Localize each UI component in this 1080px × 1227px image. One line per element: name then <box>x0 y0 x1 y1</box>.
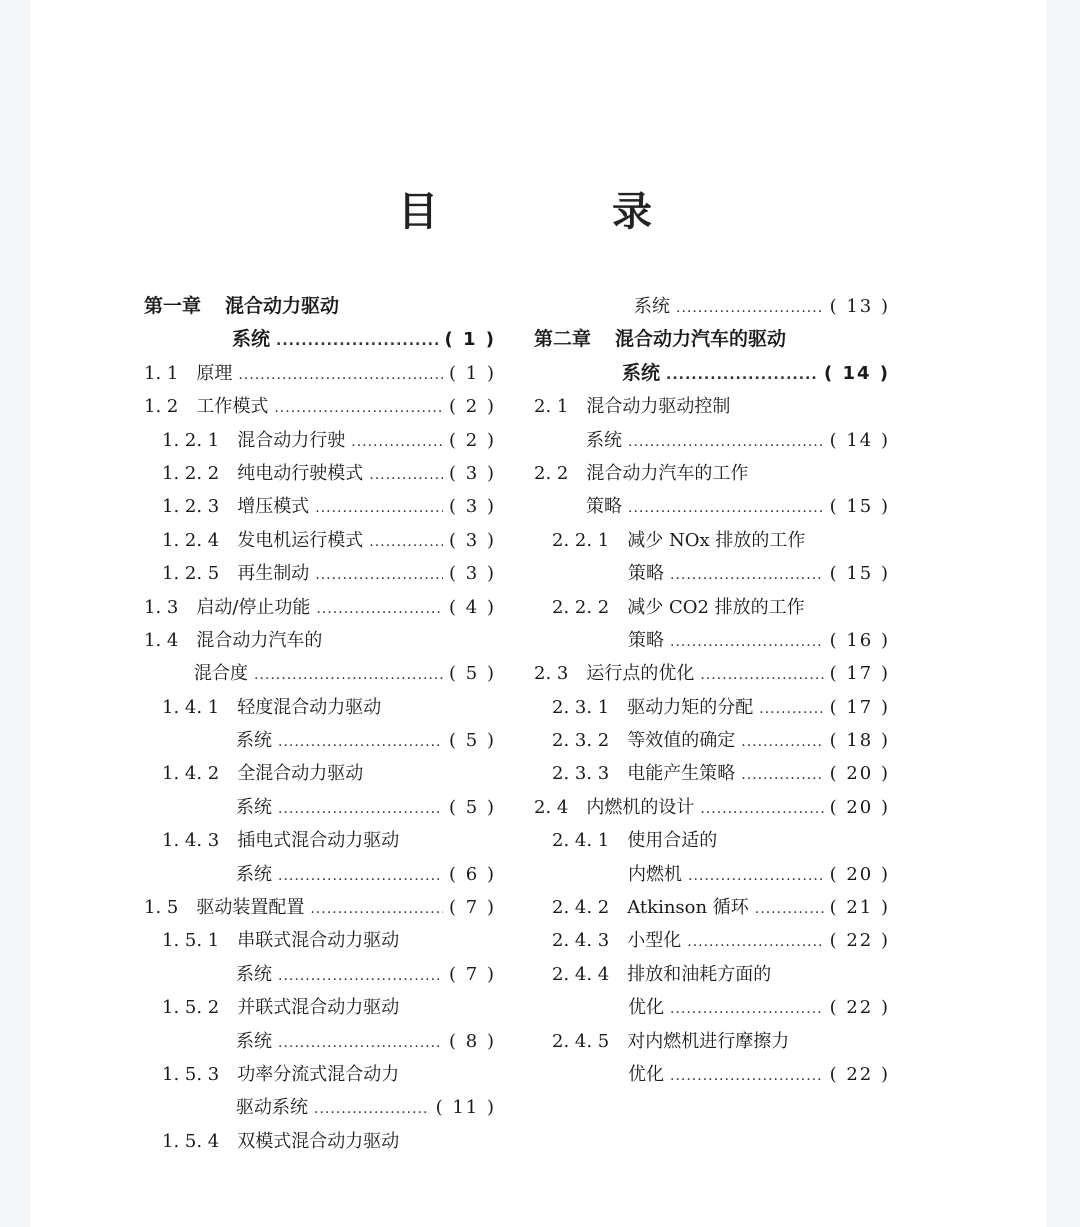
toc-leader-dots <box>670 559 824 592</box>
toc-entry-label: 混合动力汽车的驱动 <box>615 328 787 351</box>
toc-entry <box>534 290 890 323</box>
toc-entry-number: 2. 1 <box>534 396 569 418</box>
toc-entry-number: 2. 4. 5 <box>552 1030 610 1052</box>
toc-entry <box>534 757 890 790</box>
toc-entry-label: 系统 <box>236 730 272 752</box>
toc-leader-dots <box>676 292 824 325</box>
left-margin <box>0 0 30 1227</box>
toc-entry-number: 1. 2 <box>144 396 179 418</box>
page-title: 目 录 <box>398 189 732 235</box>
toc-entry-label: 串联式混合动力驱动 <box>237 930 400 952</box>
toc-page-number: ( 1 ) <box>449 362 496 384</box>
toc-entry-label: 混合度 <box>194 663 248 685</box>
toc-page-number: ( 20 ) <box>829 863 890 885</box>
toc-entry-label: 减少 CO2 排放的工作 <box>627 596 805 618</box>
toc-entry-label: 再生制动 <box>237 563 310 585</box>
toc-entry-label: 发电机运行模式 <box>237 529 364 551</box>
toc-entry-number: 1. 2. 3 <box>162 496 220 518</box>
toc-page-number: ( 21 ) <box>829 897 890 919</box>
toc-page-number: ( 16 ) <box>829 629 890 651</box>
toc-leader-dots <box>316 593 443 626</box>
toc-entry <box>534 891 890 924</box>
toc-page-number: ( 5 ) <box>449 730 496 752</box>
toc-entry-number: 第二章 <box>534 328 592 351</box>
toc-leader-dots <box>741 759 823 792</box>
toc-entry-number: 1. 5. 3 <box>162 1063 220 1085</box>
toc-leader-dots <box>276 325 438 358</box>
toc-entry <box>144 357 496 390</box>
toc-entry-label: 混合动力行驶 <box>237 429 346 451</box>
toc-entry <box>534 524 890 557</box>
toc-page-number: ( 3 ) <box>449 563 496 585</box>
toc-leader-dots <box>351 426 443 459</box>
toc-entry <box>144 524 496 557</box>
toc-entry <box>534 557 890 590</box>
toc-page-number: ( 7 ) <box>449 897 496 919</box>
toc-entry <box>534 1058 890 1091</box>
toc-entry <box>534 724 890 757</box>
toc-entry <box>534 691 890 724</box>
toc-entry <box>144 1125 496 1158</box>
toc-entry-number: 1. 5. 4 <box>162 1130 220 1152</box>
toc-entry-label: 系统 <box>634 296 670 317</box>
toc-page-number: ( 13 ) <box>829 296 890 317</box>
toc-entry <box>144 924 496 957</box>
toc-entry-label: 排放和油耗方面的 <box>627 963 772 985</box>
toc-entry-number: 2. 3. 3 <box>552 763 610 785</box>
toc-entry <box>144 824 496 857</box>
toc-page-number: ( 6 ) <box>449 863 496 885</box>
toc-entry <box>144 390 496 423</box>
toc-entry <box>144 958 496 991</box>
toc-entry-label: 运行点的优化 <box>586 663 695 685</box>
toc-entry-number: 2. 3. 2 <box>552 730 610 752</box>
toc-leader-dots <box>741 726 823 759</box>
toc-page-number: ( 15 ) <box>829 563 890 585</box>
toc-page-number: ( 5 ) <box>449 663 496 685</box>
toc-page-number: ( 8 ) <box>449 1030 496 1052</box>
toc-entry-number: 1. 4. 1 <box>162 696 220 718</box>
toc-entry <box>144 991 496 1024</box>
toc-entry <box>534 323 890 356</box>
toc-entry-label: 原理 <box>196 362 233 384</box>
toc-leader-dots <box>238 359 443 392</box>
toc-page-number: ( 22 ) <box>829 997 890 1019</box>
toc-entry <box>144 657 496 690</box>
toc-entry <box>534 791 890 824</box>
toc-entry-label: 减少 NOx 排放的工作 <box>627 529 806 551</box>
toc-page-number: ( 1 ) <box>444 329 496 351</box>
toc-page-number: ( 7 ) <box>449 963 496 985</box>
toc-entry-label: 优化 <box>628 1063 664 1085</box>
toc-entry-number: 第一章 <box>144 295 202 317</box>
toc-entry <box>144 1058 496 1091</box>
toc-page-number: ( 22 ) <box>829 1063 890 1085</box>
toc-entry <box>144 724 496 757</box>
toc-entry-number: 1. 5 <box>144 897 179 919</box>
toc-leader-dots <box>755 893 824 926</box>
toc-page-number: ( 3 ) <box>449 529 496 551</box>
toc-leader-dots <box>274 392 443 425</box>
toc-entry-number: 1. 5. 2 <box>162 997 220 1019</box>
toc-entry-label: 内燃机的设计 <box>586 796 695 818</box>
toc-page-number: ( 3 ) <box>449 496 496 518</box>
toc-entry <box>534 357 890 390</box>
toc-entry-label: 混合动力汽车的 <box>196 629 323 651</box>
toc-leader-dots <box>688 860 824 893</box>
toc-page-number: ( 20 ) <box>829 763 890 785</box>
toc-page-number: ( 3 ) <box>449 462 496 484</box>
toc-leader-dots <box>278 960 443 993</box>
toc-entry-number: 2. 4. 2 <box>552 897 610 919</box>
toc-page-number: ( 17 ) <box>829 663 890 685</box>
toc-entry-number: 1. 1 <box>144 362 179 384</box>
toc-entry-label: 工作模式 <box>196 396 269 418</box>
toc-entry-label: 系统 <box>236 796 272 818</box>
toc-entry-number: 1. 4. 3 <box>162 830 220 852</box>
toc-leader-dots <box>314 1093 430 1126</box>
toc-left-column <box>144 290 496 1158</box>
toc-entry <box>534 657 890 690</box>
toc-entry-label: 插电式混合动力驱动 <box>237 830 400 852</box>
toc-entry-number: 1. 4. 2 <box>162 763 220 785</box>
toc-entry-label: 驱动力矩的分配 <box>627 696 754 718</box>
toc-entry <box>144 757 496 790</box>
toc-leader-dots <box>310 893 443 926</box>
toc-entry-label: 混合动力汽车的工作 <box>586 462 749 484</box>
toc-entry-label: 系统 <box>586 429 622 451</box>
toc-entry <box>534 958 890 991</box>
toc-entry-number: 2. 2 <box>534 462 569 484</box>
toc-entry-label: 启动/停止功能 <box>196 596 311 618</box>
toc-page-number: ( 22 ) <box>829 930 890 952</box>
toc-entry <box>534 390 890 423</box>
toc-entry <box>144 490 496 523</box>
toc-leader-dots <box>278 726 443 759</box>
toc-entry-number: 1. 2. 4 <box>162 529 220 551</box>
toc-page-number: ( 14 ) <box>823 362 890 384</box>
toc-page-number: ( 11 ) <box>435 1097 496 1119</box>
toc-entry <box>534 824 890 857</box>
toc-entry-label: 等效值的确定 <box>627 730 736 752</box>
toc-entry-label: 混合动力驱动控制 <box>586 396 731 418</box>
toc-entry-label: 轻度混合动力驱动 <box>237 696 382 718</box>
toc-entry-label: 策略 <box>586 496 622 518</box>
toc-entry-label: 增压模式 <box>237 496 310 518</box>
toc-leader-dots <box>628 492 824 525</box>
toc-entry <box>534 624 890 657</box>
toc-entry-label: 电能产生策略 <box>627 763 736 785</box>
toc-entry-label: 纯电动行驶模式 <box>237 462 364 484</box>
toc-entry-label: 混合动力驱动 <box>225 295 340 317</box>
toc-page-number: ( 4 ) <box>449 596 496 618</box>
toc-page-number: ( 20 ) <box>829 796 890 818</box>
toc-entry-number: 2. 4. 1 <box>552 830 610 852</box>
toc-entry-label: 系统 <box>232 328 271 351</box>
toc-entry <box>144 457 496 490</box>
toc-leader-dots <box>315 492 443 525</box>
toc-entry <box>144 1091 496 1124</box>
toc-entry <box>534 858 890 891</box>
toc-entry-number: 2. 3 <box>534 663 569 685</box>
toc-entry <box>144 557 496 590</box>
toc-entry-label: 策略 <box>628 563 664 585</box>
toc-entry-number: 1. 4 <box>144 629 179 651</box>
toc-page-number: ( 15 ) <box>829 496 890 518</box>
toc-entry <box>144 323 496 356</box>
toc-entry <box>144 891 496 924</box>
toc-entry-label: 优化 <box>628 997 664 1019</box>
toc-entry <box>534 1025 890 1058</box>
toc-entry-label: 双模式混合动力驱动 <box>237 1130 400 1152</box>
toc-entry-number: 1. 2. 2 <box>162 462 220 484</box>
toc-entry-label: 对内燃机进行摩擦力 <box>627 1030 790 1052</box>
document-page <box>30 0 1046 1227</box>
toc-entry <box>534 457 890 490</box>
toc-entry-label: 使用合适的 <box>627 830 718 852</box>
toc-leader-dots <box>666 359 818 392</box>
toc-leader-dots <box>759 693 823 726</box>
toc-entry-number: 1. 2. 5 <box>162 563 220 585</box>
toc-entry-label: 系统 <box>236 863 272 885</box>
toc-leader-dots <box>369 459 443 492</box>
toc-entry <box>534 991 890 1024</box>
toc-entry-label: 内燃机 <box>628 863 682 885</box>
toc-leader-dots <box>278 1027 443 1060</box>
toc-entry-label: 驱动系统 <box>236 1097 308 1119</box>
toc-page-number: ( 18 ) <box>829 730 890 752</box>
toc-leader-dots <box>670 993 824 1026</box>
toc-leader-dots <box>700 659 823 692</box>
toc-entry-label: 全混合动力驱动 <box>237 763 364 785</box>
toc-entry-number: 1. 2. 1 <box>162 429 220 451</box>
toc-entry <box>534 591 890 624</box>
right-margin <box>1046 0 1080 1227</box>
toc-entry-label: 策略 <box>628 629 664 651</box>
toc-leader-dots <box>700 793 823 826</box>
toc-entry-number: 1. 3 <box>144 596 179 618</box>
toc-entry <box>534 424 890 457</box>
toc-page-number: ( 2 ) <box>449 429 496 451</box>
toc-entry-number: 2. 4. 4 <box>552 963 610 985</box>
toc-entry-label: 并联式混合动力驱动 <box>237 997 400 1019</box>
toc-entry <box>144 624 496 657</box>
toc-entry-label: 功率分流式混合动力 <box>237 1063 400 1085</box>
toc-entry <box>534 490 890 523</box>
toc-right-column <box>534 290 890 1091</box>
toc-entry-number: 2. 4 <box>534 796 569 818</box>
toc-leader-dots <box>315 559 443 592</box>
toc-leader-dots <box>687 926 823 959</box>
toc-page-number: ( 14 ) <box>829 429 890 451</box>
toc-page-number: ( 5 ) <box>449 796 496 818</box>
toc-entry <box>144 791 496 824</box>
toc-leader-dots <box>278 793 443 826</box>
toc-leader-dots <box>628 426 824 459</box>
toc-leader-dots <box>254 659 443 692</box>
toc-entry-label: 驱动装置配置 <box>196 897 305 919</box>
toc-entry-label: 小型化 <box>627 930 682 952</box>
toc-leader-dots <box>670 1060 824 1093</box>
toc-entry <box>144 591 496 624</box>
toc-entry-label: 系统 <box>236 963 272 985</box>
toc-entry-number: 1. 5. 1 <box>162 930 220 952</box>
toc-entry <box>534 924 890 957</box>
toc-page-number: ( 2 ) <box>449 396 496 418</box>
toc-entry-label: 系统 <box>622 361 661 384</box>
toc-entry-label: 系统 <box>236 1030 272 1052</box>
toc-entry-label: Atkinson 循环 <box>627 897 749 919</box>
toc-entry <box>144 424 496 457</box>
toc-entry-number: 2. 2. 2 <box>552 596 610 618</box>
toc-page-number: ( 17 ) <box>829 696 890 718</box>
toc-leader-dots <box>670 626 824 659</box>
toc-entry-number: 2. 4. 3 <box>552 930 610 952</box>
toc-entry-number: 2. 3. 1 <box>552 696 610 718</box>
toc-entry <box>144 858 496 891</box>
toc-entry-number: 2. 2. 1 <box>552 529 610 551</box>
toc-entry <box>144 290 496 323</box>
toc-entry <box>144 1025 496 1058</box>
toc-entry <box>144 691 496 724</box>
toc-leader-dots <box>369 526 443 559</box>
toc-leader-dots <box>278 860 443 893</box>
